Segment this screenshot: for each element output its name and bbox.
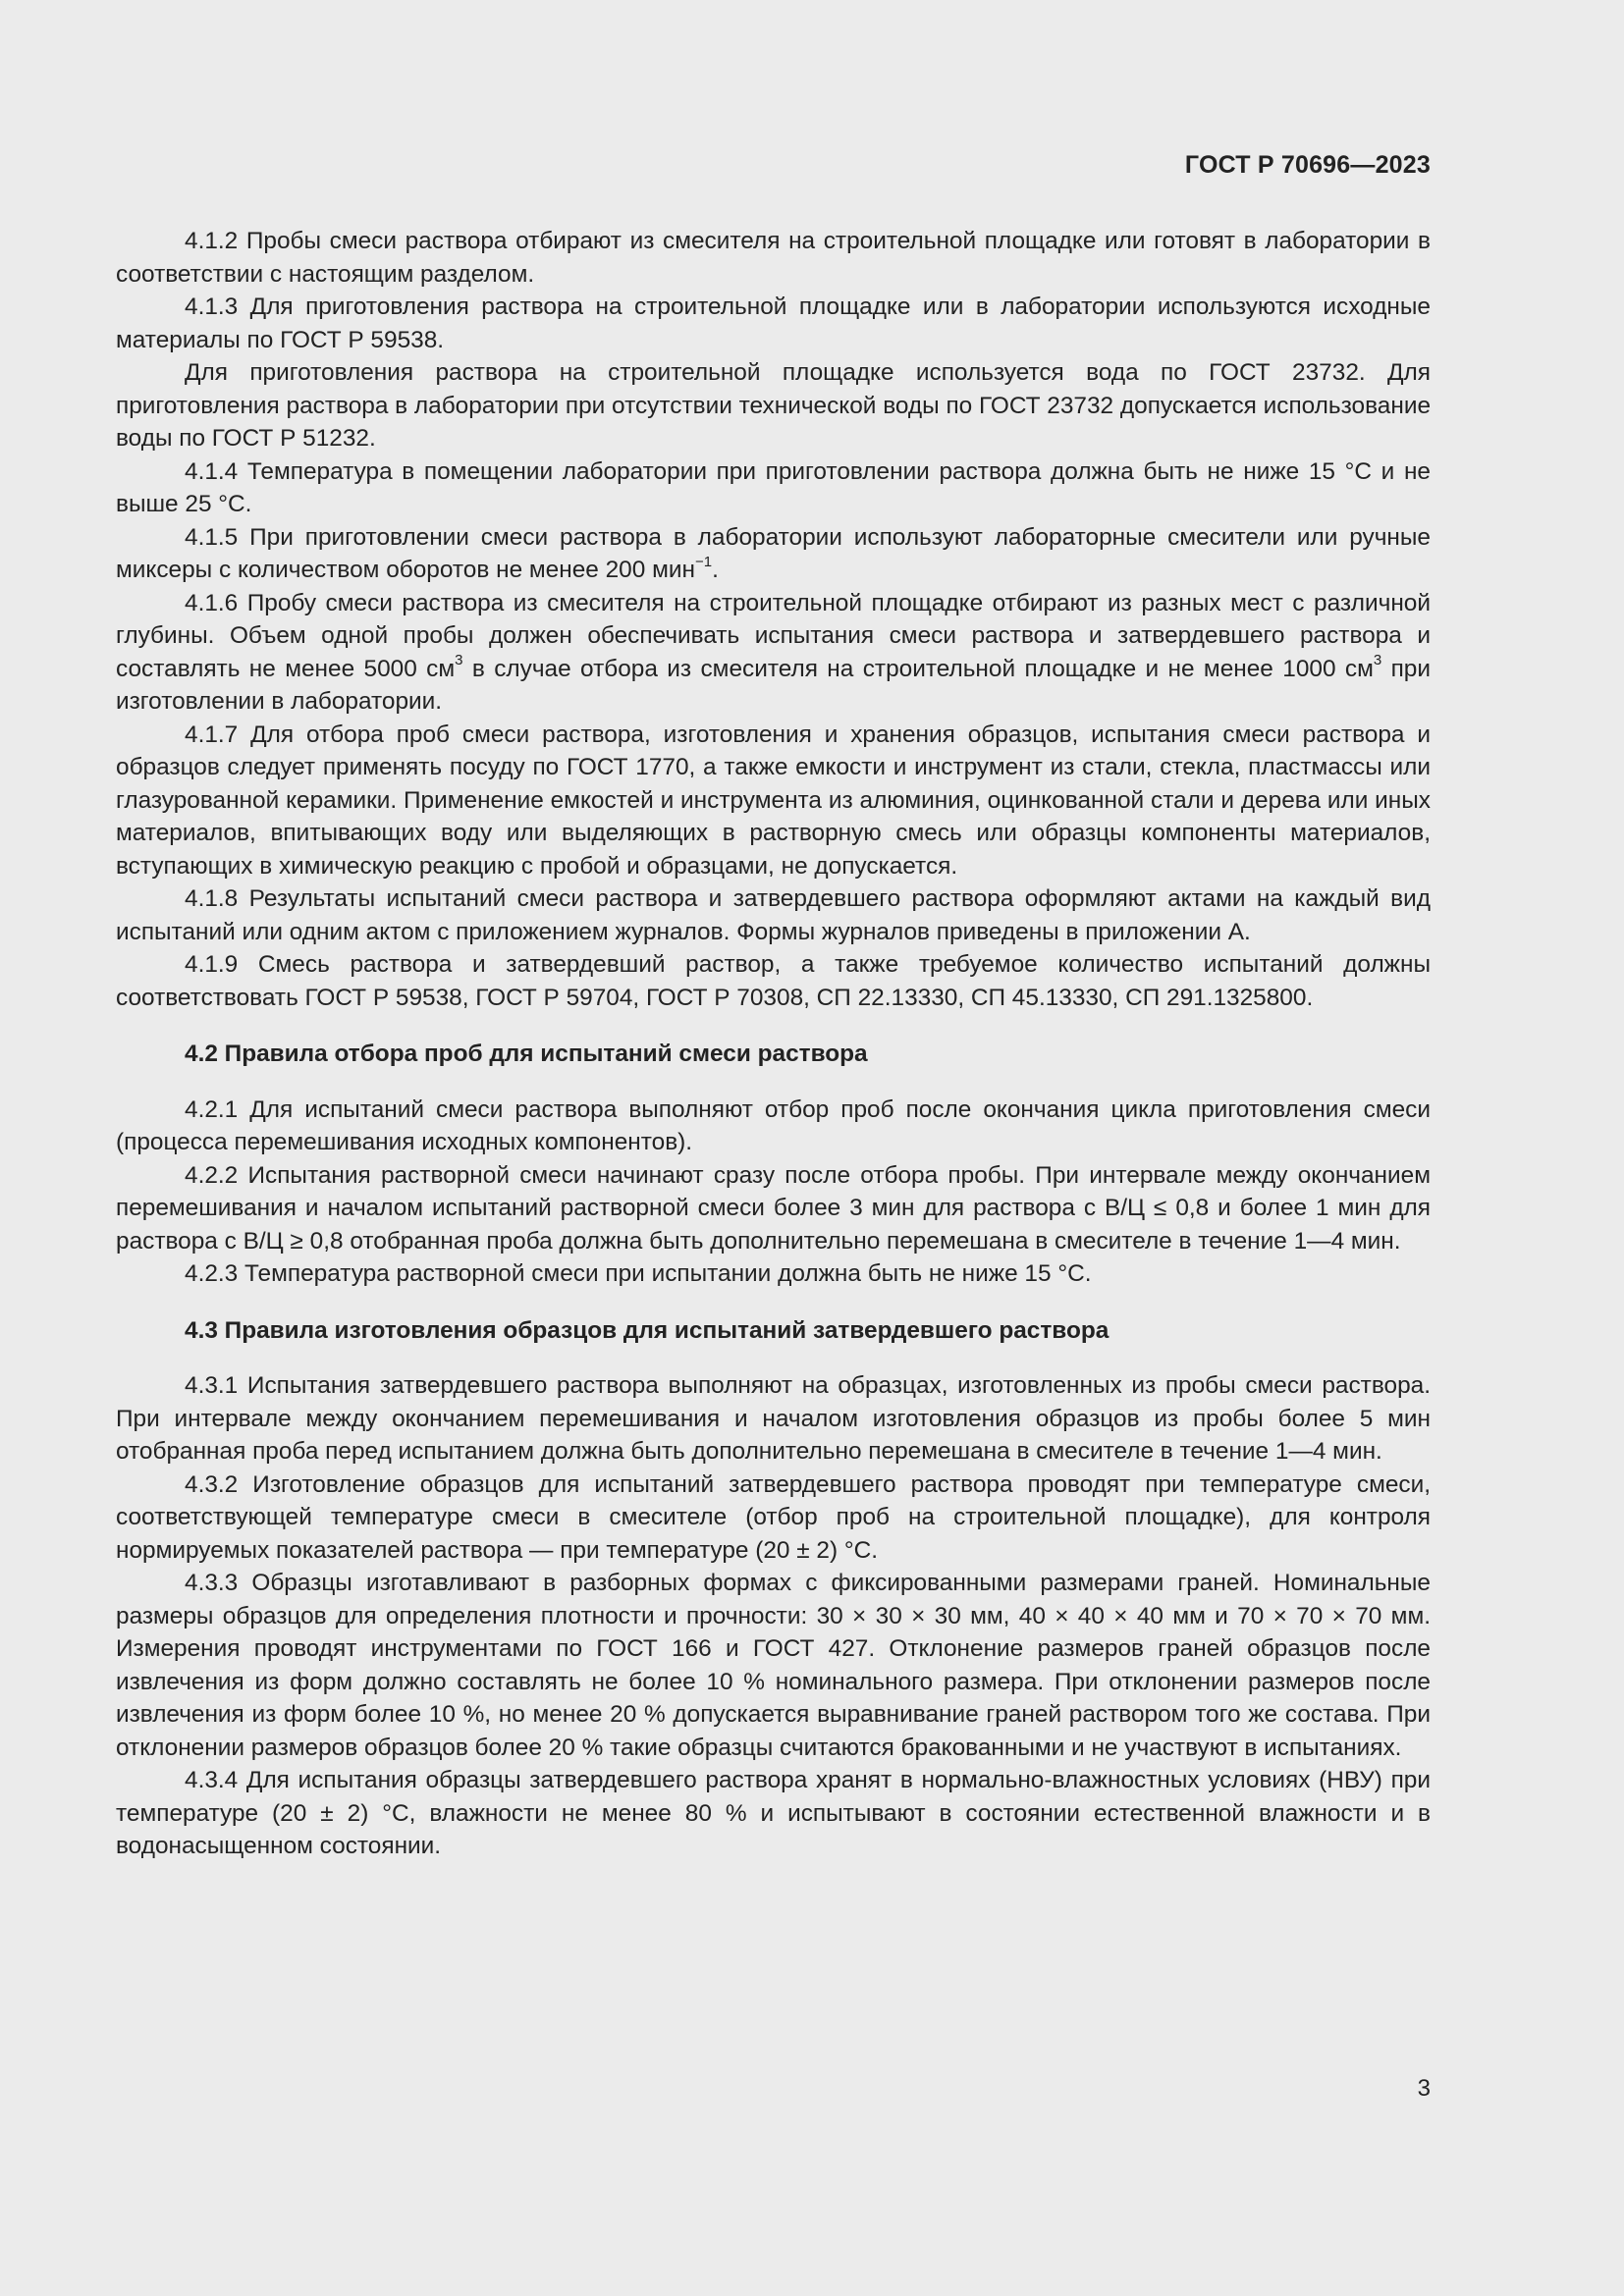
paragraph-4-2-3: 4.2.3 Температура растворной смеси при испытании должна быть не ниже 15 °С. bbox=[185, 1260, 1092, 1287]
paragraph-4-1-4: 4.1.4 Температура в помещении лаборатории при приготовлении раствора должна быть не ниже 15 °С и не выше 25 °С. bbox=[116, 457, 1431, 517]
paragraph-4-1-5 bbox=[116, 521, 1431, 587]
paragraph-4-1-6-superscript-2: 3 bbox=[1373, 652, 1382, 669]
page-number: 3 bbox=[1417, 2075, 1431, 2102]
paragraph-4-3-4: 4.3.4 Для испытания образцы затвердевшего раствора хранят в нормально-влажностных условиях (НВУ) при температуре (20 ± 2) °С, влажности не менее 80 % и испытывают в состоянии естественной влажности и в водонасыщенном состоянии. bbox=[116, 1767, 1431, 1859]
paragraph-4-3-2: 4.3.2 Изготовление образцов для испытаний затвердевшего раствора проводят при температуре смеси, соответствующей температуре смеси в смесителе (отбор проб на строительной площадке), для контроля нормируемых показателей раствора — при температуре (20 ± 2) °С. bbox=[116, 1470, 1431, 1564]
paragraph-4-1-7: 4.1.7 Для отбора проб смеси раствора, изготовления и хранения образцов, испытания смеси раствора и образцов следует применять посуду по ГОСТ 1770, а также емкости и инструмент из стали, стекла, пластмассы или глазурованной керамики. Применение емкостей и инструмента из алюминия, оцинкованной стали и дерева или иных материалов, впитывающих воду или выделяющих в растворную смесь или образцы компоненты материалов, вступающих в химическую реакцию с пробой и образцами, не допускается. bbox=[116, 721, 1431, 880]
document-body bbox=[116, 225, 1431, 1863]
section-heading-4-2: 4.2 Правила отбора проб для испытаний смеси раствора bbox=[185, 1041, 868, 1067]
paragraph-4-1-8: 4.1.8 Результаты испытаний смеси раствора и затвердевшего раствора оформляют актами на каждый вид испытаний или одним актом с приложением журналов. Формы журналов приведены в приложении А. bbox=[116, 885, 1431, 945]
paragraph-4-1-5-text: 4.1.5 При приготовлении смеси раствора в лаборатории используют лабораторные смесители или ручные миксеры с количеством оборотов не менее 200 мин bbox=[116, 523, 1431, 583]
paragraph-4-1-9: 4.1.9 Смесь раствора и затвердевший раствор, а также требуемое количество испытаний должны соответствовать ГОСТ Р 59538, ГОСТ Р 59704, ГОСТ Р 70308, СП 22.13330, СП 45.13330, СП 291.1325800. bbox=[116, 951, 1431, 1011]
paragraph-4-1-3-water: Для приготовления раствора на строительной площадке используется вода по ГОСТ 23732. Для приготовления раствора в лаборатории при отсутствии технической воды по ГОСТ 23732 допускается использование воды по ГОСТ Р 51232. bbox=[116, 359, 1432, 452]
paragraph-4-1-6 bbox=[116, 587, 1431, 719]
paragraph-4-1-5-superscript: −1 bbox=[694, 553, 713, 570]
paragraph-4-3-1: 4.3.1 Испытания затвердевшего раствора выполняют на образцах, изготовленных из пробы смеси раствора. При интервале между окончанием перемешивания и началом изготовления образцов из пробы более 5 мин отобранная проба перед испытанием должна быть дополнительно перемешана в смесителе в течение 1—4 мин. bbox=[116, 1372, 1431, 1465]
document-page bbox=[116, 0, 1431, 2296]
section-heading-4-3: 4.3 Правила изготовления образцов для испытаний затвердевшего раствора bbox=[185, 1316, 1110, 1344]
paragraph-4-1-6-part-a: 4.1.6 Пробу смеси раствора из смесителя на строительной площадке отбирают из разных мест с различной глубины. Объем одной пробы должен обеспечивать испытания смеси раствора и затвердевшего раствора и составлять не менее 5000 см bbox=[116, 589, 1431, 682]
document-header: ГОСТ Р 70696—2023 bbox=[1184, 151, 1431, 179]
paragraph-4-1-2: 4.1.2 Пробы смеси раствора отбирают из смесителя на строительной площадке или готовят в лаборатории в соответствии с настоящим разделом. bbox=[116, 228, 1431, 288]
paragraph-4-1-6-part-b: в случае отбора из смесителя на строительной площадке и не менее 1000 см bbox=[462, 655, 1374, 682]
paragraph-4-3-3: 4.3.3 Образцы изготавливают в разборных формах с фиксированными размерами граней. Номинальные размеры образцов для определения плотности и прочности: 30 × 30 × 30 мм, 40 × 40 × 40 мм и 70 × 70 × 70 мм. Измерения проводят инструментами по ГОСТ 166 и ГОСТ 427. Отклонение размеров граней образцов после извлечения из форм должно составлять не более 10 % номинального размера. При отклонении размеров после извлечения из форм более 10 %, но менее 20 % допускается выравнивание граней раствором того же состава. При отклонении размеров образцов более 20 % такие образцы считаются бракованными и не участвуют в испытаниях. bbox=[116, 1570, 1431, 1761]
paragraph-4-1-3: 4.1.3 Для приготовления раствора на строительной площадке или в лаборатории используются исходные материалы по ГОСТ Р 59538. bbox=[116, 294, 1431, 353]
paragraph-4-1-6-part-c: при изготовлении в лаборатории. bbox=[116, 655, 1431, 715]
paragraph-4-1-6-superscript-1: 3 bbox=[455, 652, 463, 669]
paragraph-4-1-5-end: . bbox=[712, 557, 719, 583]
paragraph-4-2-2: 4.2.2 Испытания растворной смеси начинают сразу после отбора пробы. При интервале между окончанием перемешивания и началом испытаний растворной смеси более 3 мин для раствора с В/Ц ≤ 0,8 и более 1 мин для раствора с В/Ц ≥ 0,8 отобранная проба должна быть дополнительно перемешана в смесителе в течение 1—4 мин. bbox=[116, 1161, 1431, 1255]
paragraph-4-2-1: 4.2.1 Для испытаний смеси раствора выполняют отбор проб после окончания цикла приготовления смеси (процесса перемешивания исходных компонентов). bbox=[116, 1095, 1431, 1155]
